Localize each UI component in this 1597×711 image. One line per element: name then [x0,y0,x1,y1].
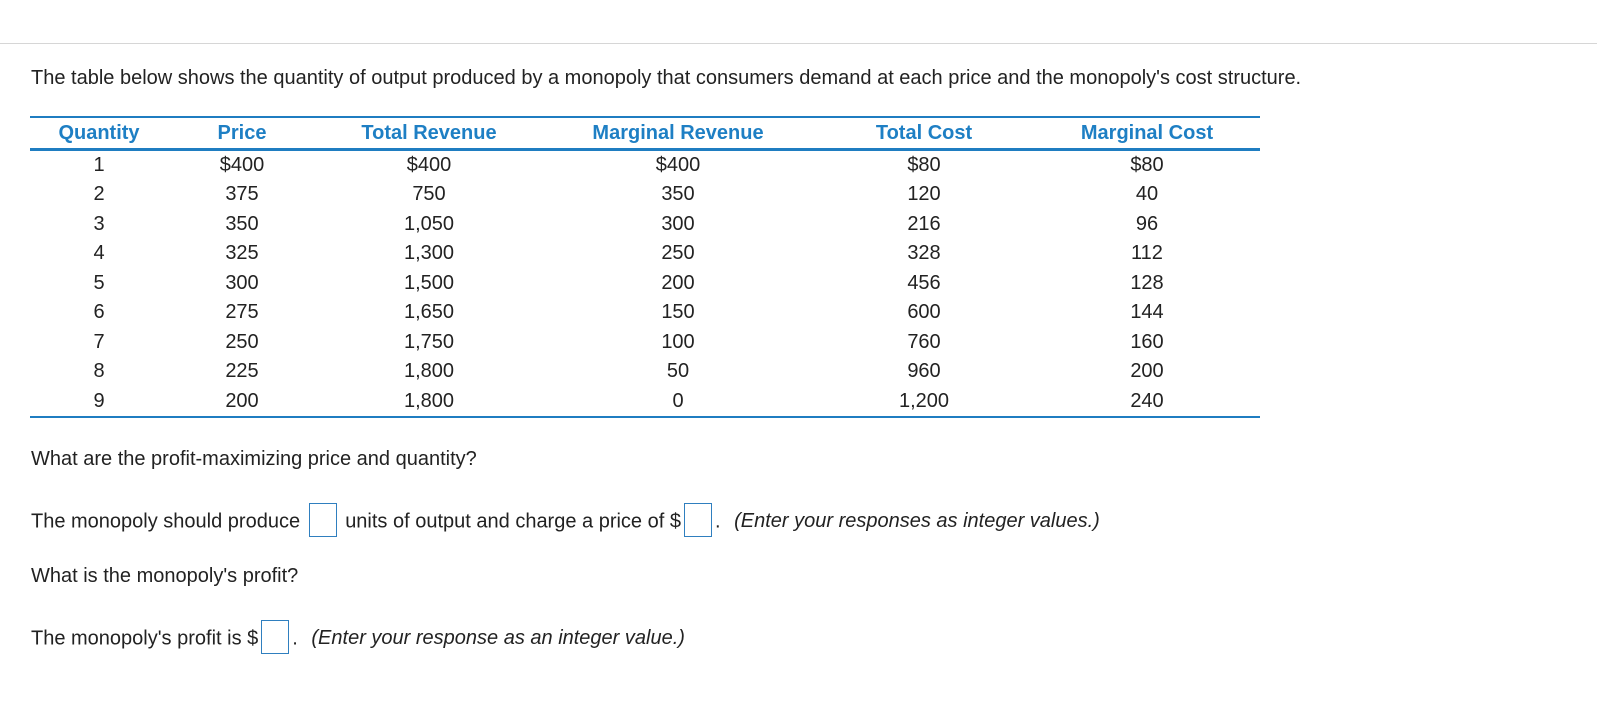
answer2-prefix: The monopoly's profit is $ [31,627,259,650]
top-divider [0,43,1597,44]
cell-total-cost: 216 [907,212,941,235]
cell-quantity: 9 [93,389,105,412]
cell-quantity: 1 [93,154,105,176]
table-row [30,298,1260,328]
table-row [30,269,1260,299]
cell-marginal-cost: 40 [1135,183,1159,206]
cell-total-revenue: 1,800 [403,389,455,412]
table-header-row [30,117,1260,150]
table-row [30,150,1260,181]
cell-quantity: 8 [93,360,105,383]
table-row [30,180,1260,210]
cell-total-cost: 600 [907,301,941,324]
cell-total-revenue: 750 [412,183,446,206]
question-profit: What is the monopoly's profit? [31,565,299,587]
cell-quantity: 5 [93,271,105,294]
cost-revenue-table-container [30,116,1260,418]
cell-total-revenue: 1,800 [403,360,455,383]
cell-total-revenue: 1,050 [403,212,455,235]
question-price-quantity: What are the profit-maximizing price and quantity? [31,448,477,470]
cell-marginal-revenue: 50 [666,360,690,383]
cost-revenue-table [30,116,1260,418]
cell-marginal-revenue: 350 [661,183,695,206]
answer1-middle: units of output and charge a price of $ [345,510,681,533]
cell-price: 200 [225,389,259,412]
cell-price: 225 [225,360,259,383]
table-row [30,328,1260,358]
cell-marginal-revenue: 0 [672,389,684,412]
cell-quantity: 4 [93,242,105,265]
header-price: Price [217,122,267,144]
header-total-cost: Total Cost [875,122,973,144]
profit-answer-input[interactable] [261,620,289,654]
answer2-hint: (Enter your response as an integer value.) [311,627,685,650]
cell-price: 350 [225,212,259,235]
cell-total-revenue: 1,750 [403,330,455,353]
cell-total-cost: 960 [907,360,941,383]
cell-marginal-cost: 200 [1130,360,1164,383]
cell-price: 300 [225,271,259,294]
table-row [30,210,1260,240]
answer2-suffix: . [292,627,298,650]
cell-total-cost: 120 [907,183,941,206]
cell-total-cost: 760 [907,330,941,353]
cell-total-cost: 1,200 [898,389,950,412]
cell-quantity: 7 [93,330,105,353]
cell-total-revenue: 1,300 [403,242,455,265]
cell-marginal-cost: 128 [1130,271,1164,294]
cell-marginal-revenue: 150 [661,301,695,324]
header-marginal-cost: Marginal Cost [1080,122,1214,144]
cell-quantity: 3 [93,212,105,235]
cell-marginal-cost: 112 [1131,242,1163,265]
answer1-hint: (Enter your responses as integer values.) [734,510,1100,533]
quantity-answer-input[interactable] [309,503,337,537]
cell-total-revenue: $400 [406,154,452,176]
answer-line-price-quantity [31,505,1100,539]
table-row [30,387,1260,417]
cell-price: 325 [225,242,259,265]
price-answer-input[interactable] [684,503,712,537]
cell-marginal-cost: $80 [1130,154,1164,176]
cell-price: 275 [225,301,259,324]
cell-total-revenue: 1,500 [403,271,455,294]
cell-price: 375 [225,183,259,206]
answer1-prefix: The monopoly should produce [31,510,301,533]
cell-marginal-cost: 96 [1135,212,1159,235]
intro-text: The table below shows the quantity of output produced by a monopoly that consumers demand at each price and the monopoly's cost structure. [31,67,1302,89]
answer1-suffix: . [714,510,721,533]
cell-marginal-revenue: 200 [661,271,695,294]
cell-marginal-cost: 144 [1130,301,1164,324]
cell-marginal-cost: 240 [1130,389,1164,412]
header-total-revenue: Total Revenue [361,122,497,144]
header-quantity: Quantity [58,122,140,144]
table-body [30,150,1260,417]
cell-total-cost: $80 [907,154,941,176]
cell-marginal-cost: 160 [1130,330,1164,353]
cell-quantity: 6 [93,301,105,324]
cell-quantity: 2 [93,183,105,206]
cell-marginal-revenue: 100 [661,330,695,353]
answer-line-profit [31,622,685,656]
cell-total-cost: 328 [907,242,941,265]
cell-total-revenue: 1,650 [403,301,455,324]
cell-marginal-revenue: $400 [655,154,701,176]
table-row [30,239,1260,269]
table-row [30,357,1260,387]
cell-price: $400 [219,154,265,176]
header-marginal-revenue: Marginal Revenue [592,122,764,144]
cell-price: 250 [225,330,259,353]
cell-total-cost: 456 [907,271,941,294]
cell-marginal-revenue: 250 [661,242,695,265]
cell-marginal-revenue: 300 [661,212,695,235]
